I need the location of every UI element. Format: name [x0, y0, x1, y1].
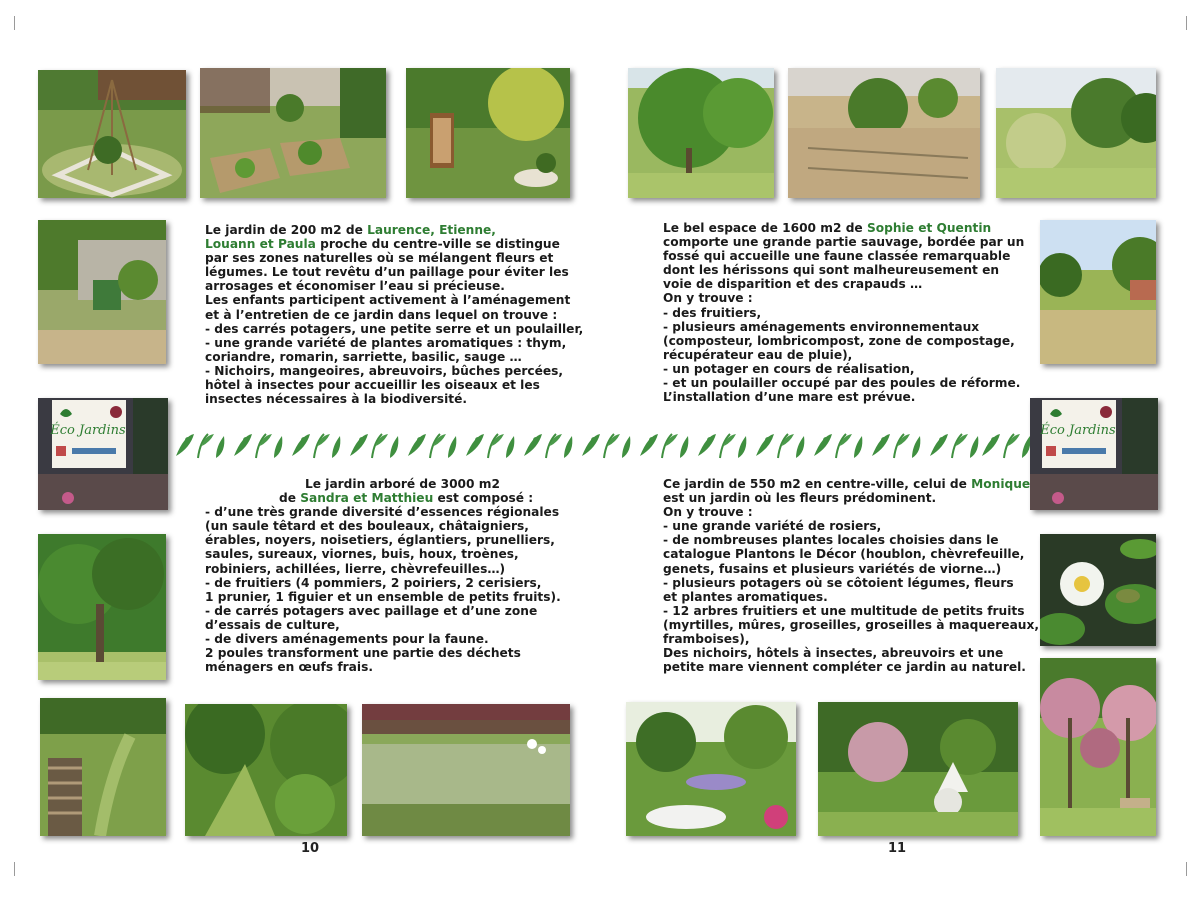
text-run: - Nichoirs, mangeoires, abreuvoirs, bûches percées, [205, 363, 564, 378]
text-run: fossé qui accueille une faune classée remarquable [663, 249, 1011, 264]
text-run: 1 prunier, 1 figuier et un ensemble de petits fruits). [205, 589, 561, 604]
text-line [663, 221, 1024, 235]
photo-water-lily [1040, 534, 1156, 646]
text-run: récupérateur eau de pluie), [663, 347, 853, 362]
text-run: Le jardin de 200 m2 de [205, 223, 368, 237]
text-run: saules, sureaux, viornes, buis, houx, troènes, [205, 547, 519, 562]
text-run: insectes nécessaires à la biodiversité. [205, 392, 467, 407]
text-run: petite mare viennent compléter ce jardin au naturel. [663, 660, 1026, 675]
text-run: genets, fusains et plusieurs variétés de viorne…) [663, 561, 1002, 576]
text-line [663, 477, 1039, 491]
photo-wild-path [185, 704, 347, 836]
text-run: - un potager en cours de réalisation, [663, 361, 915, 376]
text-line [205, 237, 583, 251]
text-line [205, 618, 561, 632]
text-run: coriandre, romarin, sarriette, basilic, sauge … [205, 349, 522, 364]
photo-rose-garden [818, 702, 1018, 836]
text-line [663, 604, 1039, 618]
text-run: - 12 arbres fruitiers et une multitude de petits fruits [663, 603, 1025, 618]
highlighted-name: Sandra et Matthieu [300, 491, 434, 506]
text-line [663, 491, 1039, 505]
left-text-block-1 [205, 223, 583, 406]
crop-mark-bottom-left [0, 862, 15, 876]
left-text-block-2 [205, 477, 561, 674]
text-line [205, 519, 561, 533]
text-line [205, 660, 561, 674]
text-line [205, 378, 583, 392]
text-line [205, 293, 583, 307]
text-line [205, 576, 561, 590]
text-run: - des fruitiers, [663, 305, 762, 320]
text-run: Les enfants participent activement à l’aménagement [205, 293, 571, 308]
text-run: - de nombreuses plantes locales choisies dans le [663, 533, 999, 548]
photo-woodpile [40, 698, 166, 836]
text-line [205, 590, 561, 604]
right-text-block-2 [663, 477, 1039, 674]
text-run: est composé : [433, 491, 534, 506]
highlighted-name: Louann et Paula [205, 237, 316, 252]
text-line [663, 533, 1039, 547]
text-run: - de divers aménagements pour la faune. [205, 632, 489, 647]
text-line [205, 533, 561, 547]
text-run: est un jardin où les fleurs prédominent. [663, 491, 937, 506]
text-run: (myrtilles, mûres, groseilles, groseilles à maquereaux, [663, 617, 1039, 632]
photo-eco-jardins-sign-right [1030, 398, 1158, 510]
text-run: voie de disparition et des crapauds … [663, 277, 923, 292]
text-run: robiniers, achillées, lierre, chèvrefeuilles…) [205, 561, 506, 576]
photo-garden-teepee [38, 70, 186, 198]
text-line [663, 306, 1024, 320]
page-number-left: 10 [301, 841, 320, 856]
sign-text: Éco Jardins [50, 423, 126, 438]
text-line [205, 251, 583, 265]
highlighted-name: Sophie et Quentin [866, 221, 992, 235]
text-line [205, 265, 583, 279]
text-run: - plusieurs potagers où se côtoient légumes, fleurs [663, 575, 1014, 590]
text-run: et à l’entretien de ce jardin dans lequel on trouve : [205, 307, 558, 322]
text-run: framboises), [663, 632, 750, 647]
text-line [663, 547, 1039, 561]
text-line [205, 350, 583, 364]
text-run: - plusieurs aménagements environnementaux [663, 319, 980, 334]
text-line [205, 491, 561, 505]
photo-insect-hotel [406, 68, 570, 198]
text-run: Ce jardin de 550 m2 en centre-ville, celui de [663, 477, 972, 491]
photo-eco-jardins-sign-left [38, 398, 168, 510]
text-run: - de fruitiers (4 pommiers, 2 poiriers, 2 cerisiers, [205, 575, 542, 590]
text-run: On y trouve : [663, 505, 753, 520]
text-run: par ses zones naturelles où se mélangent fleurs et [205, 251, 554, 266]
text-run: - une grande variété de rosiers, [663, 519, 882, 534]
text-line [205, 477, 561, 491]
text-line [663, 348, 1024, 362]
text-line [205, 562, 561, 576]
text-line [663, 632, 1039, 646]
text-run: catalogue Plantons le Décor (houblon, chèvrefeuille, [663, 547, 1025, 562]
text-run: de [279, 491, 301, 506]
text-line [663, 519, 1039, 533]
text-line [663, 390, 1024, 404]
text-line [205, 279, 583, 293]
text-line [663, 562, 1039, 576]
photo-large-tree [38, 534, 166, 680]
text-run: (un saule têtard et des bouleaux, châtaigniers, [205, 519, 529, 534]
text-run: arrosages et économiser l’eau si précieuse. [205, 279, 505, 294]
text-run: ménagers en œufs frais. [205, 660, 373, 675]
text-run: légumes. Le tout revêtu d’un paillage pour éviter les [205, 265, 569, 280]
text-run: - des carrés potagers, une petite serre et un poulailler, [205, 321, 584, 336]
text-run: comporte une grande partie sauvage, bordée par un [663, 235, 1025, 250]
text-line [205, 505, 561, 519]
text-line [663, 660, 1039, 674]
photo-lawn-garden [1040, 220, 1156, 364]
text-run: d’essais de culture, [205, 617, 340, 632]
text-line [663, 334, 1024, 348]
right-text-block-1 [663, 221, 1024, 404]
text-line [663, 291, 1024, 305]
photo-meadow [362, 704, 570, 836]
text-line [663, 277, 1024, 291]
text-line [205, 392, 583, 406]
text-run: - une grande variété de plantes aromatiques : thym, [205, 335, 567, 350]
highlighted-name: Monique [971, 477, 1031, 491]
text-line [663, 505, 1039, 519]
text-run: - et un poulailler occupé par des poules de réforme. [663, 376, 1021, 391]
text-line [663, 376, 1024, 390]
text-line [663, 618, 1039, 632]
text-line [663, 646, 1039, 660]
text-line [205, 646, 561, 660]
text-line [205, 632, 561, 646]
vine-divider [172, 430, 1030, 462]
text-run: (composteur, lombricompost, zone de compostage, [663, 333, 1015, 348]
text-line [205, 547, 561, 561]
text-line [663, 576, 1039, 590]
text-line [205, 308, 583, 322]
text-run: 2 poules transforment une partie des déchets [205, 646, 521, 661]
text-run: hôtel à insectes pour accueillir les oiseaux et les [205, 378, 540, 393]
text-line [663, 362, 1024, 376]
text-line [205, 604, 561, 618]
text-run: - de carrés potagers avec paillage et d’une zone [205, 603, 538, 618]
crop-mark-bottom-right [1186, 862, 1200, 876]
text-line [205, 322, 583, 336]
text-run: érables, noyers, noisetiers, églantiers, prunelliers, [205, 533, 555, 548]
page-number-right: 11 [888, 841, 907, 856]
photo-flower-border [626, 702, 796, 836]
photo-potager-field [788, 68, 980, 198]
text-run: Des nichoirs, hôtels à insectes, abreuvoirs et une [663, 646, 1004, 661]
text-line [663, 320, 1024, 334]
text-line [663, 249, 1024, 263]
text-run: - d’une très grande diversité d’essences régionales [205, 505, 560, 520]
text-run: proche du centre-ville se distingue [315, 237, 560, 252]
highlighted-name: Laurence, Etienne, [367, 223, 496, 237]
crop-mark-top-left [0, 16, 15, 30]
text-line [663, 263, 1024, 277]
text-run: et plantes aromatiques. [663, 589, 828, 604]
text-line [205, 364, 583, 378]
text-run: Le bel espace de 1600 m2 de [663, 221, 867, 235]
sign-text-right: Éco Jardins [1040, 423, 1116, 438]
photo-compost-corner [38, 220, 166, 364]
photo-shrubs [996, 68, 1156, 198]
text-run: L’installation d’une mare est prévue. [663, 390, 916, 405]
text-run: dont les hérissons qui sont malheureusement en [663, 263, 1000, 278]
text-run: On y trouve : [663, 291, 753, 306]
text-line [663, 590, 1039, 604]
text-line [205, 336, 583, 350]
crop-mark-top-right [1186, 16, 1200, 30]
text-run: Le jardin arboré de 3000 m2 [305, 477, 500, 491]
photo-raised-beds [200, 68, 386, 198]
photo-rose-arches [1040, 658, 1156, 836]
photo-fruit-tree [628, 68, 774, 198]
text-line [663, 235, 1024, 249]
text-line [205, 223, 583, 237]
